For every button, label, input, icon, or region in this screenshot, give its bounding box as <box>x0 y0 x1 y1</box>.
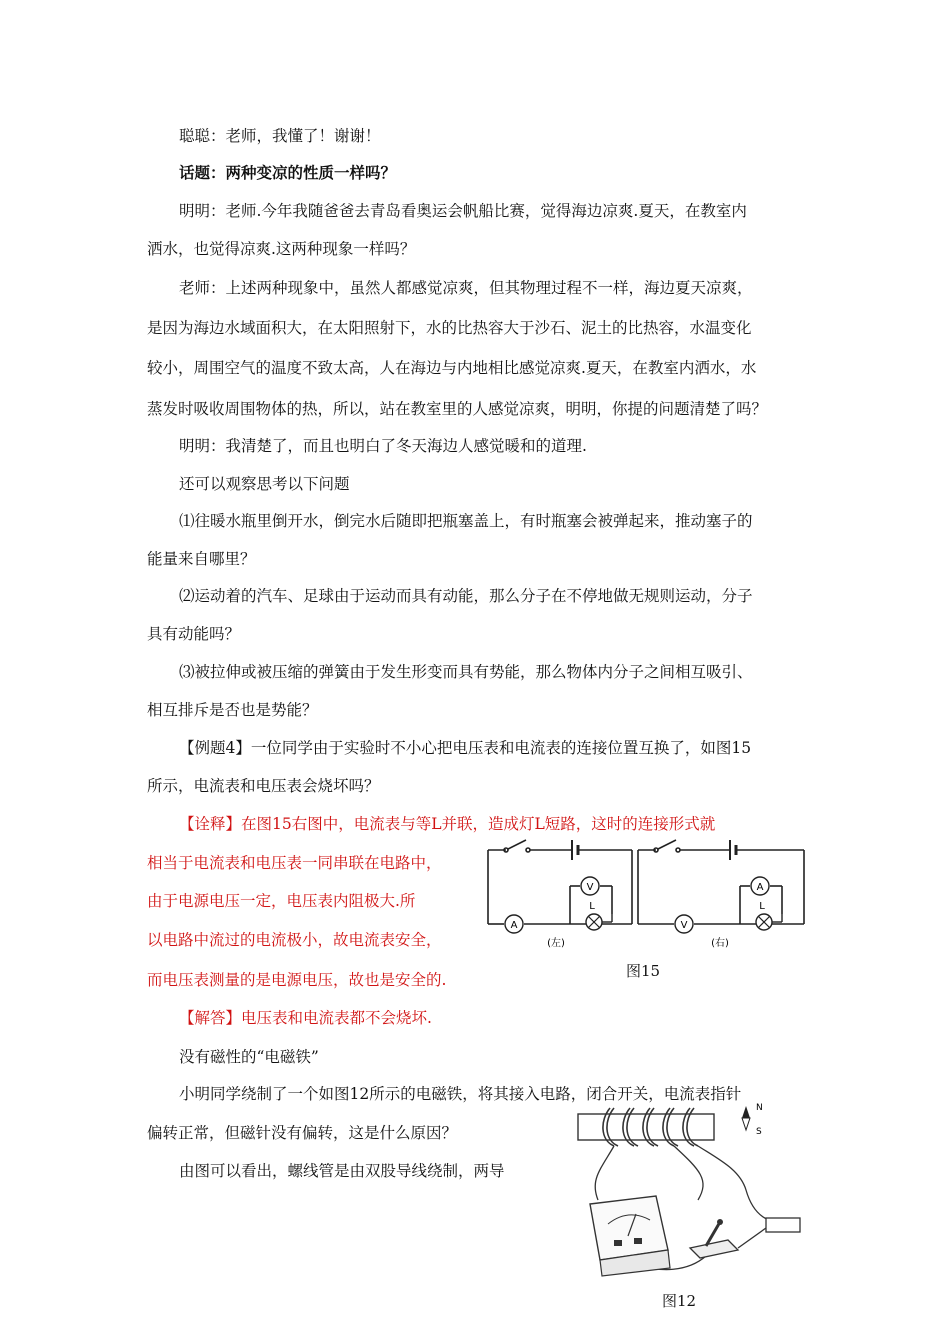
example-line: 【例题4】一位同学由于实验时不小心把电压表和电流表的连接位置互换了，如图15 <box>179 739 752 757</box>
explanation-line: 相当于电流表和电压表一同串联在电路中， <box>147 854 442 872</box>
question-line: ⑵运动着的汽车、足球由于运动而具有动能，那么分子在不停地做无规则运动，分子 <box>179 587 753 605</box>
left-circuit-label: (左) <box>547 938 565 949</box>
knife-switch <box>690 1219 738 1258</box>
body-line: 偏转正常，但磁针没有偏转，这是什么原因？ <box>147 1124 458 1142</box>
dialogue-line: 聪聪：老师，我懂了！谢谢！ <box>179 127 381 145</box>
explanation-line: 以电路中流过的电流极小，故电流表安全， <box>147 931 442 949</box>
svg-text:N: N <box>756 1103 763 1113</box>
right-bottom-meter <box>675 915 693 933</box>
svg-text:A: A <box>756 882 764 893</box>
svg-text:V: V <box>680 920 688 931</box>
body-line: 由图可以看出，螺线管是由双股导线绕制，两导 <box>179 1162 505 1180</box>
answer-line: 【解答】电压表和电流表都不会烧坏. <box>179 1009 432 1027</box>
right-lamp <box>756 901 782 930</box>
section-heading: 没有磁性的“电磁铁” <box>179 1048 319 1066</box>
question-line: 能量来自哪里？ <box>147 550 256 568</box>
example-line: 所示，电流表和电压表会烧坏吗？ <box>147 777 380 795</box>
dialogue-line: 明明：老师.今年我随爸爸去青岛看奥运会帆船比赛，觉得海边凉爽.夏天，在教室内 <box>179 202 747 220</box>
question-line: 具有动能吗？ <box>147 625 241 643</box>
circuit-right <box>638 840 804 924</box>
solenoid-core <box>578 1114 714 1140</box>
figure-15-caption: 图15 <box>626 962 661 980</box>
dialogue-line: 是因为海边水域面积大，在太阳照射下，水的比热容大于沙石、泥土的比热容，水温变化 <box>147 319 752 337</box>
compass-needle-icon <box>742 1103 763 1137</box>
dialogue-line: 明明：我清楚了，而且也明白了冬天海边人感觉暖和的道理. <box>179 437 587 455</box>
svg-text:A: A <box>510 920 518 931</box>
figure-12-electromagnet <box>570 1100 810 1285</box>
question-line: ⑴往暖水瓶里倒开水，倒完水后随即把瓶塞盖上，有时瓶塞会被弹起来，推动塞子的 <box>179 512 753 530</box>
figure-15-circuits <box>484 836 810 952</box>
explanation-line: 【诠释】在图15右图中，电流表与等L并联，造成灯L短路，这时的连接形式就 <box>179 815 716 833</box>
figure-12-caption: 图12 <box>662 1292 697 1310</box>
battery <box>766 1218 800 1232</box>
body-line: 还可以观察思考以下问题 <box>179 475 350 493</box>
dialogue-line: 洒水，也觉得凉爽.这两种现象一样吗？ <box>147 240 416 258</box>
question-line: ⑶被拉伸或被压缩的弹簧由于发生形变而具有势能，那么物体内分子之间相互吸引、 <box>179 663 753 681</box>
dialogue-line: 较小，周围空气的温度不致太高，人在海边与内地相比感觉凉爽.夏天，在教室内洒水，水 <box>147 359 757 377</box>
svg-text:V: V <box>586 882 594 893</box>
circuit-left <box>488 840 632 924</box>
right-top-meter <box>751 877 769 895</box>
left-lamp <box>586 901 612 930</box>
ammeter <box>590 1196 670 1276</box>
right-circuit-label: (右) <box>711 938 729 949</box>
explanation-line: 由于电源电压一定，电压表内阻极大.所 <box>147 892 416 910</box>
svg-text:L: L <box>759 901 765 912</box>
topic-heading: 话题：两种变凉的性质一样吗？ <box>179 163 397 182</box>
left-top-meter <box>581 877 599 895</box>
svg-text:L: L <box>589 901 595 912</box>
question-line: 相互排斥是否也是势能？ <box>147 701 318 719</box>
svg-text:S: S <box>756 1127 762 1137</box>
explanation-line: 而电压表测量的是电源电压，故也是安全的. <box>147 971 447 989</box>
dialogue-line: 老师：上述两种现象中，虽然人都感觉凉爽，但其物理过程不一样，海边夏天凉爽， <box>179 279 753 297</box>
dialogue-line: 蒸发时吸收周围物体的热，所以，站在教室里的人感觉凉爽，明明，你提的问题清楚了吗？ <box>147 400 768 418</box>
left-bottom-meter <box>505 915 523 933</box>
body-line: 小明同学绕制了一个如图12所示的电磁铁，将其接入电路，闭合开关，电流表指针 <box>179 1085 742 1103</box>
